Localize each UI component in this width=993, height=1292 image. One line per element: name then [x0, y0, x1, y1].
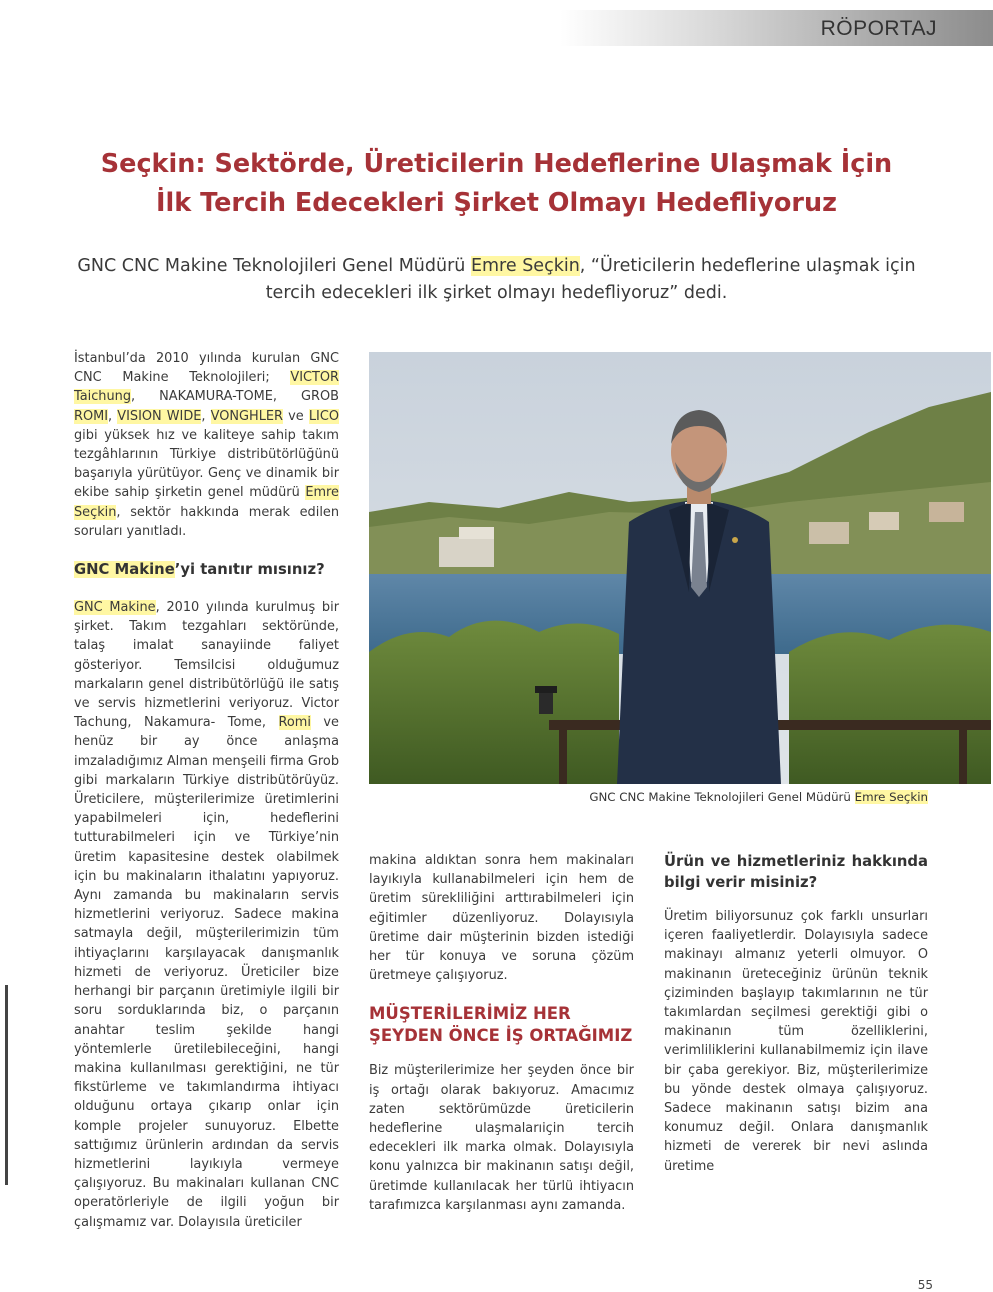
binding-mark — [5, 985, 8, 1185]
subheading-line-1: MÜŞTERİLERİMİZ HER — [369, 1004, 571, 1024]
subtitle-text: GNC CNC Makine Teknolojileri Genel Müdürü — [77, 256, 471, 276]
intro-text: , — [201, 408, 211, 424]
question-1-text: ’yi tanıtır mısınız? — [174, 561, 325, 579]
intro-text: gibi yüksek hız ve kaliteye sahip takım tezgâhlarının Türkiye distribütörlüğünü başarıyla yürütüyor. Genç ve dinamik bir ekibe sahip şirketin genel müdürü — [74, 427, 339, 501]
caption-name-highlight: Emre Seçkin — [854, 790, 928, 804]
question-2: Ürün ve hizmetleriniz hakkında bilgi verir misiniz? — [664, 853, 928, 891]
answer-1-text: , 2010 yılında kurulmuş bir şirket. Takım tezgahları sektöründe, talaş imalat sanayiinde faliyet gösteriyor. Temsilcisi olduğumuz markaların genel distribütörlüğü ile satış ve servis hizmetlerini veriyoruz. Victor Tachung, Nakamura- Tome, — [74, 600, 339, 731]
column-2 — [369, 851, 634, 1215]
title-line-1: Seçkin: Sektörde, Üreticilerin Hedeflerine Ulaşmak İçin — [100, 149, 893, 179]
highlight-vision-wide: VISION WIDE — [117, 408, 202, 424]
partner-paragraph: Biz müşterilerimize her şeyden önce bir iş ortağı olarak bakıyoruz. Amacımız zaten sektörümüzde üreticilerin hedeflerine ulaşmalarıiçin tercih edecekleri ilk marka olmak. Dolayısıyla konu yalnızca bir makinanın satışı değil, üretimde kullanılacak her türlü ihtiyacın tarafımızca karşılanması aynı zamanda. — [369, 1063, 634, 1213]
answer-2: Üretim biliyorsunuz çok farklı unsurları içeren faaliyetlerdir. Dolayısıyla sadece makinayı almanız yeterli olmuyor. O makinanın üreteceğiniz ürünün teknik çiziminden başlayıp takımlarının ne tür takımlardan seçilmesi gerektiği gibi o makinanın tüm özelliklerini, verimliliklerini kullanabilmemiz için ilave bir çaba gerekiyor. Biz, müşterilerimize bu yönde destek olmaya çalışıyoruz. Sadece makinanın satışı bizim ana konumuz değil. Onlara danışmanlık hizmeti de vererek bir nevi aslında üretime — [664, 909, 928, 1174]
article-subtitle — [70, 253, 923, 307]
highlight-gnc-makine: GNC Makine — [74, 561, 175, 579]
portrait-photo — [369, 352, 991, 784]
highlight-taichung: Taichung — [74, 389, 131, 405]
highlight-emre-seckin: Emre Seçkin — [74, 485, 339, 520]
article-title — [0, 145, 993, 223]
subtitle-name-highlight: Emre Seçkin — [470, 256, 580, 276]
page-number: 55 — [917, 1278, 933, 1292]
intro-paragraph — [74, 349, 339, 541]
intro-text: İstanbul’da 2010 yılında kurulan GNC CNC Makine Teknolojileri; — [74, 351, 339, 386]
subheading-line-2: ŞEYDEN ÖNCE İŞ ORTAĞIMIZ — [369, 1026, 633, 1046]
intro-text: , — [108, 408, 118, 424]
highlight-victor: VICTOR — [290, 370, 339, 386]
intro-text: ve — [283, 408, 309, 424]
caption-text: GNC CNC Makine Teknolojileri Genel Müdürü — [589, 790, 855, 804]
answer-1-continued: makina aldıktan sonra hem makinaları layıkıyla kullanabilmeleri için hem de üretim sürekliliğini arttırabilmeleri için eğitimler düzenliyoruz. Dolayısıyla üretime dair müşterinin bizden istediği her tür konuya ve soruna çözüm üretmeye çalışıyoruz. — [369, 853, 634, 984]
section-label: RÖPORTAJ — [820, 17, 937, 40]
answer-1-text: ve henüz bir ay önce anlaşma imzaladığımız Alman menşeili firma Grob gibi markaların Türkiye distribütörüyüz. Üreticilere, müşterilerimize üretimlerini yapabilmeleri için, hedeflerini tutturabilmeleri için ve Türkiye’nin üretim kapasitesine destek olabilmek için bu makinaların ithalatını yapıyoruz. Aynı zamanda bu makinaların servis hizmetlerini veriyoruz. Sadece makina satmayla değil, müşterilerimizin tüm ihtiyaçlarını karşılayacak danışmanlık hizmeti de veriyoruz. Üreticiler bize herhangi bir parçanın üretimiyle ilgili bir soru sorduklarında biz, o parçanın anahtar teslim şekilde hangi yöntemlerle üretilebileceğini, hangi makina kullanılması gerektiğini, ne tür fikstürleme ve takımlandırma ihtiyacı olduğunu ortaya çıkarıp onlar için komple projeler sunuyoruz. Elbette sattığımız ürünlerin ardından da servis hizmetlerini layıkıyla vermeye çalışıyoruz. Bu makinaları kullanan CNC operatörleriyle de ilgili yoğun bir çalışmamız var. Dolayısıla üreticiler — [74, 715, 339, 1230]
highlight-lico: LICO — [308, 408, 339, 424]
intro-text: , NAKAMURA-TOME, GROB — [131, 389, 339, 405]
question-1 — [74, 559, 339, 580]
highlight-gnc-makine: GNC Makine — [74, 600, 156, 616]
section-header-bar — [560, 10, 993, 46]
subheading — [369, 1003, 634, 1047]
column-1 — [74, 349, 339, 1232]
title-line-2: İlk Tercih Edecekleri Şirket Olmayı Hedefliyoruz — [156, 188, 837, 218]
highlight-romi: Romi — [278, 715, 311, 731]
highlight-romi: ROMI — [74, 408, 109, 424]
photo-caption — [369, 790, 928, 804]
answer-1 — [74, 598, 339, 1232]
highlight-vonghler: VONGHLER — [210, 408, 284, 424]
intro-text: , sektör hakkında merak edilen soruları yanıtladı. — [74, 504, 339, 539]
column-3 — [664, 851, 928, 1176]
subtitle-text-end: , “Üreticilerin hedeflerine ulaşmak için tercih edecekleri ilk şirket olmayı hedefliyoruz” dedi. — [265, 256, 916, 303]
